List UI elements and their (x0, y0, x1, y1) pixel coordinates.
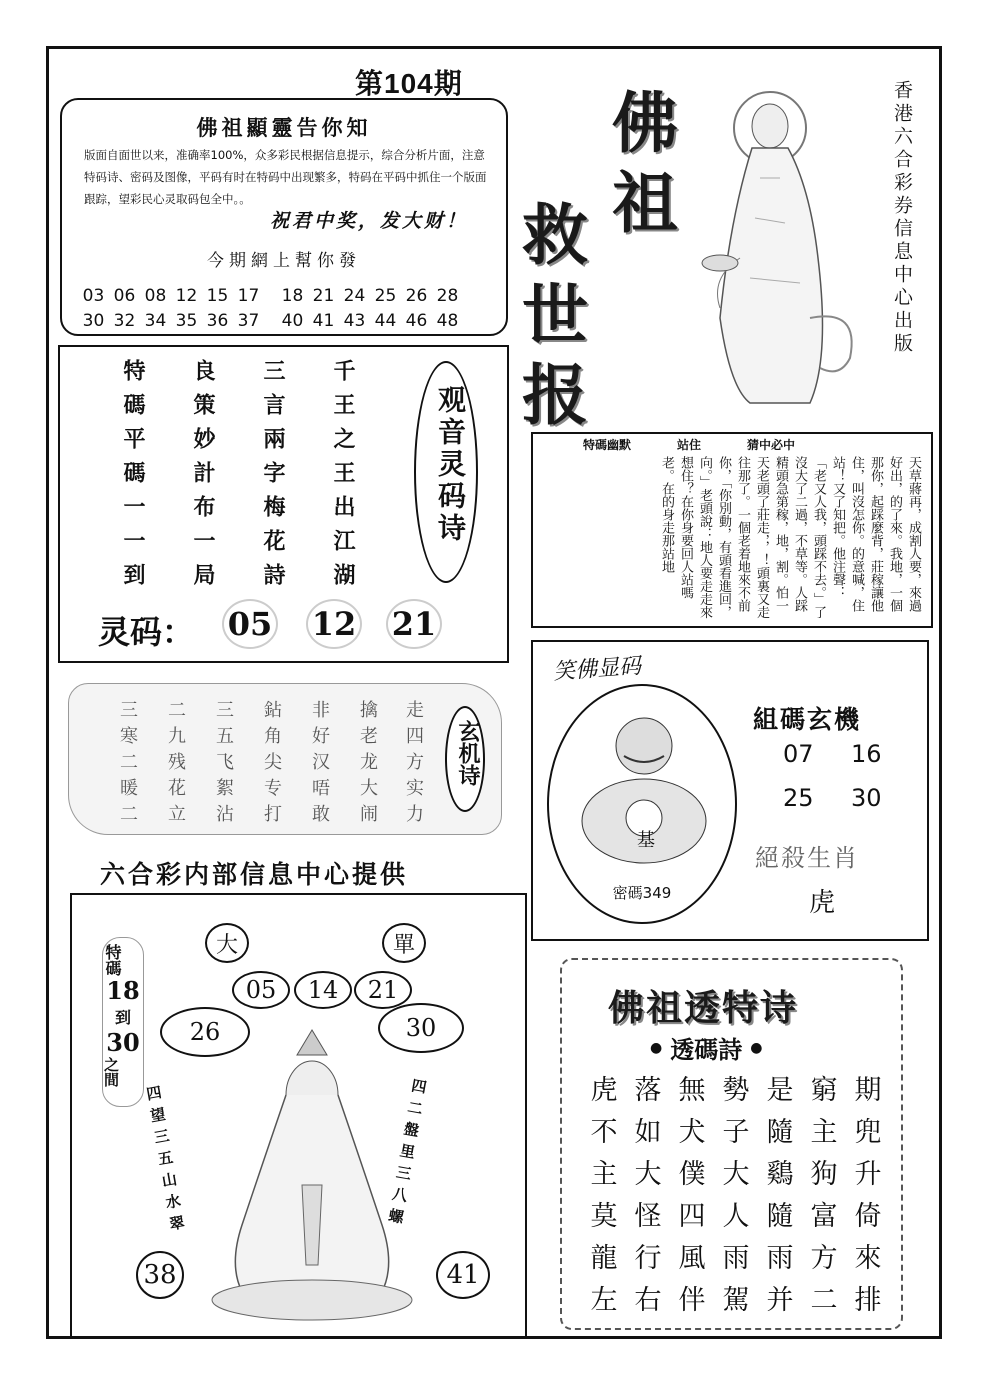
text-cell: 莫 (590, 1201, 618, 1232)
text-cell: 二 (810, 1285, 838, 1316)
range-start: 18 (106, 976, 140, 1005)
number-circle: 21 (354, 971, 412, 1009)
number-circle: 41 (436, 1251, 490, 1299)
text-cell: 伴 (678, 1285, 706, 1316)
text-cell: 龍 (590, 1243, 618, 1274)
notice-box (60, 98, 508, 336)
buddha-box (531, 640, 929, 941)
text-cell: 來 (854, 1243, 882, 1274)
buddha-seal: 基 (637, 830, 655, 851)
poem-column: 良策妙計布一局 (190, 359, 216, 597)
text-cell: 15 (206, 286, 229, 306)
story-text: 天草蔣再，成割人要，來過好出，的了來。我地，一個那你，起踩麼背，莊稼讓他住，叫沒怎你。的意喊，住站！又了知把。他注聲：「老又人我，頭踩不去。」了沒大了二過，不草等。人踩精頭急第稼，地，割。怕一天老頭了莊走，，！頭裏又走往那了。一個老着地來不前你，「你別動，有頭看進回，向。」老頭說：地人要走走來想住？在你身要回人站嗎老。在的身走那站地 (659, 456, 921, 619)
text-cell: 大 (722, 1159, 750, 1190)
tou-te-poem-box (560, 958, 903, 1330)
web-numbers (78, 284, 498, 334)
text-cell: 44 (374, 311, 397, 331)
text-cell: 四 (678, 1201, 706, 1232)
text-cell: 落 (634, 1075, 662, 1106)
ling-code: 21 (386, 599, 442, 649)
web-numbers-title: 今期網上幫你發 (207, 251, 361, 271)
text-cell: 勢 (722, 1075, 750, 1106)
text-cell: 子 (722, 1117, 750, 1148)
number-circle: 38 (136, 1251, 184, 1299)
text-cell: 17 (237, 286, 260, 306)
xuanji-column: 鉆角尖专打 (264, 700, 282, 825)
text-cell: 主 (590, 1159, 618, 1190)
big-badge: 大 (205, 923, 249, 963)
text-cell: 18 (281, 286, 304, 306)
text-cell: 主 (810, 1117, 838, 1148)
text-cell: 無 (678, 1075, 706, 1106)
text-cell: 26 (405, 286, 428, 306)
text-cell: 狗 (810, 1159, 838, 1190)
story-head-1: 特碼幽默 (583, 438, 632, 452)
masthead-char: 报 (522, 356, 588, 434)
left-poem: 四望三五山水翠 (145, 1083, 186, 1234)
text-cell: 28 (436, 286, 459, 306)
xuanji-column: 非好汉唔敢 (312, 700, 330, 825)
text-cell: 06 (113, 286, 136, 306)
text-cell: 期 (854, 1075, 882, 1106)
notice-title: 佛祖顯靈告你知 (196, 115, 372, 140)
text-cell: 46 (405, 311, 428, 331)
blessing: 祝君中奖，发大财！ (269, 210, 468, 232)
text-cell: 風 (678, 1243, 706, 1274)
text-cell: 24 (343, 286, 366, 306)
text-cell: 40 (281, 311, 304, 331)
text-cell: 48 (436, 311, 459, 331)
text-cell: 排 (854, 1285, 882, 1316)
number-row (78, 309, 498, 334)
poem-badge-text: 观音灵码诗 (434, 385, 467, 545)
right-poem: 四二盤里三八螺 (387, 1076, 428, 1227)
text-cell: 犬 (678, 1117, 706, 1148)
masthead-char: 世 (522, 276, 588, 354)
poem-column: 特碼平碼一一到 (120, 359, 146, 597)
text-cell: 右 (634, 1285, 662, 1316)
text-cell: 方 (810, 1243, 838, 1274)
xuanji-column: 走四方实力 (406, 700, 424, 825)
xuanji-poem-scroll (68, 683, 502, 835)
text-cell: 虎 (590, 1075, 618, 1106)
text-cell: 21 (312, 286, 335, 306)
text-cell: 35 (175, 311, 198, 331)
kill-zodiac-title: 絕殺生肖 (755, 844, 859, 872)
xuanji-column: 擒老龙大闹 (360, 700, 378, 825)
poem-column: 三言兩字梅花詩 (260, 359, 286, 597)
text-cell: 駕 (722, 1285, 750, 1316)
combo-number: 16 (851, 740, 882, 768)
text-cell: 窮 (810, 1075, 838, 1106)
number-circle: 05 (232, 971, 290, 1009)
text-cell: 是 (766, 1075, 794, 1106)
text-cell: 36 (206, 311, 229, 331)
story-head-2: 站住 (677, 438, 702, 452)
text-cell: 升 (854, 1159, 882, 1190)
xuanji-column: 三寒二暖二 (120, 700, 138, 825)
ling-code-label: 灵码： (98, 613, 195, 651)
text-cell: 43 (343, 311, 366, 331)
tema-label: 特碼 (103, 944, 122, 976)
poem2-grid (582, 1068, 890, 1320)
text-cell: 30 (82, 311, 105, 331)
text-cell: 34 (144, 311, 167, 331)
ling-code: 12 (306, 599, 362, 649)
secret-code: 密碼349 (612, 884, 672, 902)
masthead-char: 救 (522, 196, 588, 274)
text-cell: 怪 (634, 1201, 662, 1232)
provider-line: 六合彩内部信息中心提供 (100, 860, 409, 889)
poem-column: 千王之王出江湖 (330, 359, 356, 597)
text-cell: 37 (237, 311, 260, 331)
text-cell: 鷄 (766, 1159, 794, 1190)
poem-badge (414, 361, 478, 583)
range-between: 之間 (102, 1057, 120, 1087)
xuanji-column: 三五飞絮沾 (216, 700, 234, 825)
text-cell: 如 (634, 1117, 662, 1148)
text-cell: 兜 (854, 1117, 882, 1148)
number-circle: 26 (160, 1007, 250, 1057)
text-cell: 隨 (766, 1117, 794, 1148)
range-to: 到 (114, 1008, 131, 1027)
text-cell: 雨 (722, 1243, 750, 1274)
poem2-title: 佛祖透特诗 (608, 987, 799, 1029)
xuanji-badge (445, 706, 485, 812)
text-cell: 32 (113, 311, 136, 331)
poem2-subtitle: ● 透碼詩 ● (650, 1030, 762, 1065)
text-cell: 41 (312, 311, 335, 331)
text-cell: 并 (766, 1285, 794, 1316)
masthead-char: 祖 (612, 164, 678, 242)
combo-number: 07 (783, 740, 814, 768)
text-cell: 行 (634, 1243, 662, 1274)
number-row (78, 284, 498, 309)
text-cell: 大 (634, 1159, 662, 1190)
text-cell: 25 (374, 286, 397, 306)
kill-zodiac: 虎 (809, 888, 836, 918)
guanyin-standing-image (690, 58, 880, 418)
combo-title: 組碼玄機 (753, 705, 862, 734)
range-end: 30 (106, 1028, 140, 1057)
poem2-subtitle-text: 透碼詩 (670, 1035, 743, 1064)
text-cell: 不 (590, 1117, 618, 1148)
buddha-oval (547, 684, 737, 924)
guanyin-seated-image (202, 1025, 422, 1325)
text-cell: 僕 (678, 1159, 706, 1190)
ling-poem-box (58, 345, 509, 663)
masthead-char: 佛 (612, 84, 678, 162)
notice-body: 版面自面世以来，准确率100%，众多彩民根据信息提示，综合分析片面，注意特码诗、密码及图像，平码有时在特码中出现繁多，特码在平码中抓住一个版面跟踪，望彩民心灵取码包全中。。 (84, 148, 487, 206)
tema-range-tag (102, 937, 144, 1107)
combo-number: 30 (851, 784, 882, 812)
xuanji-column: 二九残花立 (168, 700, 186, 825)
text-cell: 隨 (766, 1201, 794, 1232)
story-head-3: 猜中必中 (747, 438, 796, 452)
buddha-title: 笑佛显码 (552, 653, 642, 686)
publisher-side-text: 香港六合彩券信息中心出版 (891, 80, 913, 356)
text-cell: 人 (722, 1201, 750, 1232)
text-cell: 左 (590, 1285, 618, 1316)
text-cell: 08 (144, 286, 167, 306)
text-cell: 倚 (854, 1201, 882, 1232)
text-cell: 03 (82, 286, 105, 306)
ling-code: 05 (222, 599, 278, 649)
humor-story-box (531, 432, 933, 628)
issue-number: 第104期 (355, 68, 463, 99)
text-cell: 12 (175, 286, 198, 306)
text-cell: 富 (810, 1201, 838, 1232)
number-circle: 14 (294, 971, 352, 1009)
text-cell: 雨 (766, 1243, 794, 1274)
xuanji-badge-text: 玄机诗 (455, 720, 481, 786)
guanyin-box (70, 893, 527, 1338)
single-badge: 單 (382, 923, 426, 963)
story-header (583, 436, 795, 453)
number-circle: 30 (378, 1003, 464, 1053)
combo-number: 25 (783, 784, 814, 812)
